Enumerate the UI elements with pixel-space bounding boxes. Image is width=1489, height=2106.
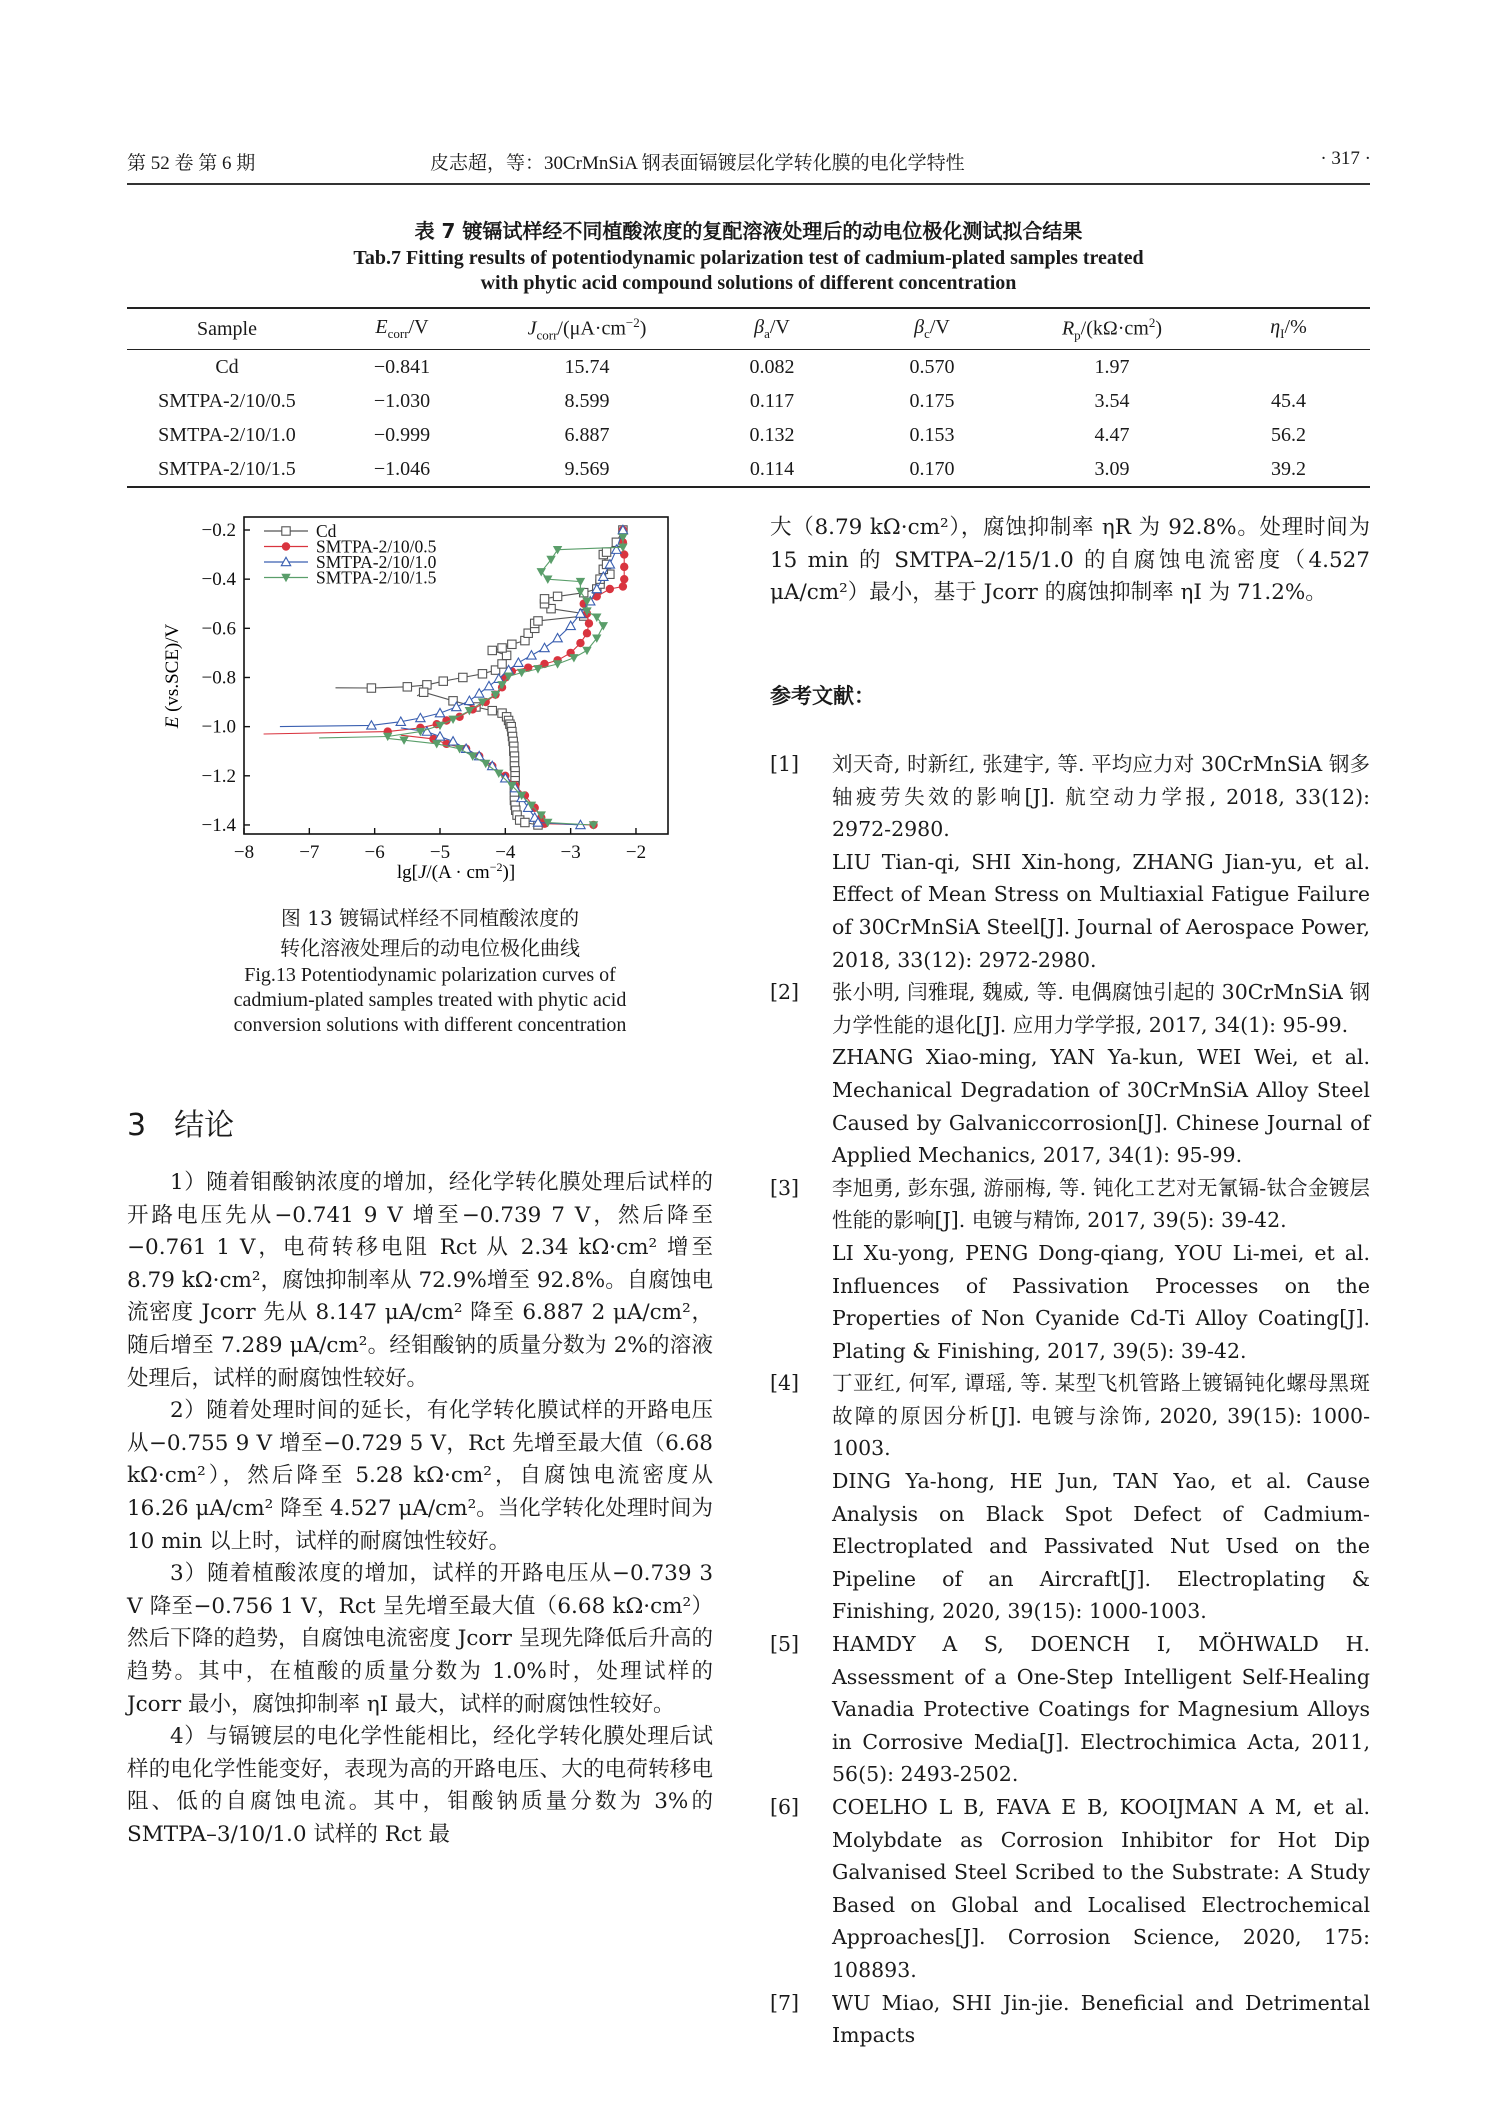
svg-text:−0.2: −0.2	[201, 520, 236, 541]
legend-label: SMTPA-2/10/1.0	[316, 552, 437, 572]
cell: SMTPA-2/10/0.5	[158, 389, 296, 412]
figure-caption-en-3: conversion solutions with different concentration	[233, 1014, 627, 1036]
reference-en: ZHANG Xiao-ming, YAN Ya-kun, WEI Wei, et al. Mechanical Degradation of 30CrMnSiA Alloy Steel Caused by Galvaniccorrosion[J]. Chinese Journal of Applied Mechanics, 2017, 34(1): 95-99.	[832, 1045, 1370, 1168]
reference-item	[770, 748, 1370, 976]
reference-number: [5]	[770, 1632, 800, 1657]
running-header-title: 皮志超，等：30CrMnSiA 钢表面镉镀层化学转化膜的电化学特性	[430, 153, 965, 174]
reference-en: DING Ya-hong, HE Jun, TAN Yao, et al. Cause Analysis on Black Spot Defect of Cadmium-Electroplated and Passivated Nut Used on the Pipeline of an Aircraft[J]. Electroplating & Finishing, 2020, 39(15): 1000-1003.	[832, 1469, 1370, 1624]
section-number: 3	[127, 1108, 147, 1143]
svg-text:−8: −8	[233, 842, 255, 863]
cell: −1.046	[373, 457, 431, 480]
table-caption-cn: 表 7 镀镉试样经不同植酸浓度的复配溶液处理后的动电位极化测试拟合结果	[414, 219, 1083, 243]
cell: 8.599	[564, 389, 610, 412]
references-list	[770, 748, 1370, 2052]
header-rule	[127, 183, 1370, 185]
conclusion-item-3: 3）随着植酸浓度的增加，试样的开路电压从−0.739 3 V 降至−0.756 1 V，Rct 呈先增至最大值（6.68 kΩ·cm²）然后下降的趋势，自腐蚀电流密度 Jcorr 呈现先降低后升高的趋势。其中，在植酸的质量分数为 1.0%时，处理试样的 Jcorr 最小，腐蚀抑制率 ηI 最大，试样的耐腐蚀性较好。	[127, 1561, 713, 1717]
reference-cn: 李旭勇, 彭东强, 游丽梅, 等. 钝化工艺对无氰镉-钛合金镀层性能的影响[J]. 电镀与精饰, 2017, 39(5): 39-42.	[832, 1175, 1370, 1233]
table-caption-en-1: Tab.7 Fitting results of potentiodynamic polarization test of cadmium-plated samples treated	[353, 247, 1144, 269]
col-rp: $R_p/(k\Omega\cdot cm^2)$	[1061, 314, 1163, 343]
figure-caption-en-2: cadmium-plated samples treated with phytic acid	[233, 989, 627, 1011]
cell: 0.132	[749, 423, 795, 446]
table-caption-en-2: with phytic acid compound solutions of different concentration	[480, 272, 1017, 294]
cell: 9.569	[564, 457, 610, 480]
table-row	[127, 452, 1370, 487]
polarization-chart	[150, 505, 710, 890]
cell: 45.4	[1271, 389, 1306, 412]
svg-text:−1.4: −1.4	[201, 814, 236, 836]
y-axis-label: E (vs.SCE)/V	[162, 623, 183, 729]
col-beta-c: $\beta_c/V$	[914, 316, 950, 341]
cell: −0.841	[373, 355, 431, 378]
reference-en: HAMDY A S, DOENCH I, MÖHWALD H. Assessment of a One-Step Intelligent Self-Healing Vanadia Protective Coatings for Magnesium Alloys in Corrosive Media[J]. Electrochimica Acta, 2011, 56(5): 2493-2502.	[832, 1632, 1370, 1787]
cell: SMTPA-2/10/1.5	[158, 457, 296, 480]
svg-text:−1.0: −1.0	[201, 716, 236, 738]
running-header-volume: 第 52 卷 第 6 期	[127, 153, 256, 174]
chart-legend	[264, 521, 437, 588]
svg-text:−0.4: −0.4	[201, 569, 236, 591]
conclusion-item-2: 2）随着处理时间的延长，有化学转化膜试样的开路电压从−0.755 9 V 增至−0.729 5 V，Rct 先增至最大值（6.68 kΩ·cm²），然后降至 5.28 kΩ·cm²，自腐蚀电流密度从 16.26 μA/cm² 降至 4.527 μA/cm²。当化学转化处理时间为 10 min 以上时，试样的耐腐蚀性较好。	[127, 1398, 713, 1554]
section-title: 结论	[174, 1108, 235, 1143]
reference-en: WU Miao, SHI Jin-jie. Beneficial and Detrimental Impacts	[832, 1990, 1370, 2048]
conclusion-item-4: 4）与镉镀层的电化学性能相比，经化学转化膜处理后试样的电化学性能变好，表现为高的开路电压、大的电荷转移电阻、低的自腐蚀电流。其中，钼酸钠质量分数为 3%的 SMTPA–3/10/1.0 试样的 Rct 最	[127, 1724, 713, 1847]
x-axis-label: $\lg[J/(A \cdot cm^{-2})]$	[396, 860, 516, 883]
reference-number: [2]	[770, 980, 800, 1005]
cell: −1.030	[373, 389, 431, 412]
reference-cn: 丁亚红, 何军, 谭瑶, 等. 某型飞机管路上镀镉钝化螺母黑斑故障的原因分析[J]. 电镀与涂饰, 2020, 39(15): 1000-1003.	[832, 1371, 1370, 1461]
cell: 4.47	[1094, 423, 1130, 446]
reference-en: COELHO L B, FAVA E B, KOOIJMAN A M, et al. Molybdate as Corrosion Inhibitor for Hot Dip Galvanised Steel Scribed to the Substrate: A Study Based on Global and Localised Electrochemical Approaches[J]. Corrosion Science, 2020, 175: 108893.	[832, 1795, 1370, 1982]
reference-item	[770, 1987, 1370, 2052]
cell: 0.117	[749, 389, 795, 412]
section-heading	[127, 1100, 234, 1144]
conclusion-body	[127, 1167, 713, 1851]
cell: 0.082	[749, 355, 795, 378]
col-beta-a: $\beta_a/V$	[754, 316, 790, 341]
legend-label: Cd	[316, 521, 337, 541]
svg-text:−6: −6	[364, 842, 385, 863]
reference-cn: 刘天奇, 时新红, 张建宇, 等. 平均应力对 30CrMnSiA 钢多轴疲劳失效的影响[J]. 航空动力学报, 2018, 33(12): 2972-2980.	[832, 752, 1370, 842]
col-eta-i: $\eta_I/\%$	[1270, 316, 1307, 341]
svg-text:−3: −3	[560, 842, 581, 863]
figure-caption-cn-1: 图 13 镀镉试样经不同植酸浓度的	[280, 906, 580, 930]
table-7	[127, 307, 1370, 488]
page-number: · 317 ·	[1320, 148, 1371, 169]
cell: 1.97	[1094, 355, 1130, 378]
cell: 0.170	[909, 457, 955, 480]
conclusion-item-1: 1）随着钼酸钠浓度的增加，经化学转化膜处理后试样的开路电压先从−0.741 9 V 增至−0.739 7 V，然后降至−0.761 1 V，电荷转移电阻 Rct 从 2.34 kΩ·cm² 增至 8.79 kΩ·cm²，腐蚀抑制率从 72.9%增至 92.8%。自腐蚀电流密度 Jcorr 先从 8.147 μA/cm² 降至 6.887 2 μA/cm²，随后增至 7.289 μA/cm²。经钼酸钠的质量分数为 2%的溶液处理后，试样的耐腐蚀性较好。	[127, 1170, 713, 1391]
table-row	[127, 384, 1370, 418]
col-ecorr: $E_{corr}/V$	[375, 316, 429, 341]
svg-text:−7: −7	[299, 842, 320, 863]
table-row	[127, 418, 1370, 452]
table-header-row	[127, 308, 1370, 350]
figure-caption-en-1: Fig.13 Potentiodynamic polarization curves of	[244, 964, 616, 986]
reference-item	[770, 976, 1370, 1172]
cell: Cd	[215, 355, 239, 378]
reference-item	[770, 1367, 1370, 1628]
reference-number: [6]	[770, 1795, 800, 1819]
legend-label: SMTPA-2/10/1.5	[316, 567, 437, 588]
cell: 0.114	[749, 457, 795, 480]
svg-text:−2: −2	[625, 842, 647, 863]
cell: 56.2	[1271, 423, 1306, 446]
reference-item	[770, 1628, 1370, 1791]
col-jcorr: $J_{corr}/(\mu A\cdot cm^{-2})$	[527, 314, 647, 343]
svg-text:−5: −5	[429, 842, 451, 863]
references-heading: 参考文献：	[770, 684, 875, 708]
reference-en: LIU Tian-qi, SHI Xin-hong, ZHANG Jian-yu, et al. Effect of Mean Stress on Multiaxial Fatigue Failure of 30CrMnSiA Steel[J]. Journal of Aerospace Power, 2018, 33(12): 2972-2980.	[832, 849, 1370, 972]
cell: 0.153	[909, 423, 955, 446]
cell: 0.570	[909, 355, 955, 378]
figure-caption-cn-2: 转化溶液处理后的动电位极化曲线	[280, 936, 580, 960]
cell: 39.2	[1271, 457, 1306, 480]
reference-number: [1]	[770, 752, 800, 776]
reference-number: [4]	[770, 1371, 800, 1396]
svg-text:−4: −4	[495, 842, 516, 863]
cell	[1207, 350, 1370, 385]
cell: 6.887	[564, 423, 610, 446]
table-row	[127, 350, 1370, 385]
svg-text:−1.2: −1.2	[201, 765, 236, 787]
cell: −0.999	[373, 423, 431, 446]
cell: SMTPA-2/10/1.0	[158, 423, 296, 446]
col-sample: Sample	[197, 317, 257, 340]
reference-item	[770, 1172, 1370, 1368]
reference-number: [3]	[770, 1175, 800, 1200]
svg-text:−0.6: −0.6	[201, 618, 236, 640]
cell: 0.175	[909, 389, 955, 412]
reference-item	[770, 1791, 1370, 1987]
reference-cn: 张小明, 闫雅琨, 魏威, 等. 电偶腐蚀引起的 30CrMnSiA 钢力学性能的退化[J]. 应用力学学报, 2017, 34(1): 95-99.	[832, 980, 1370, 1037]
reference-number: [7]	[770, 1990, 800, 2015]
cell: 15.74	[564, 355, 610, 378]
legend-label: SMTPA-2/10/0.5	[316, 536, 437, 557]
cell: 3.09	[1094, 457, 1130, 480]
reference-en: LI Xu-yong, PENG Dong-qiang, YOU Li-mei, et al. Influences of Passivation Processes on the Properties of Non Cyanide Cd-Ti Alloy Coating[J]. Plating & Finishing, 2017, 39(5): 39-42.	[832, 1240, 1370, 1363]
svg-text:−0.8: −0.8	[201, 667, 236, 689]
continuation-paragraph: 大（8.79 kΩ·cm²），腐蚀抑制率 ηR 为 92.8%。处理时间为 15 min 的 SMTPA–2/15/1.0 的自腐蚀电流密度（4.527 μA/cm²）最小，基于 Jcorr 的腐蚀抑制率 ηI 为 71.2%。	[770, 515, 1370, 606]
cell: 3.54	[1094, 389, 1130, 412]
